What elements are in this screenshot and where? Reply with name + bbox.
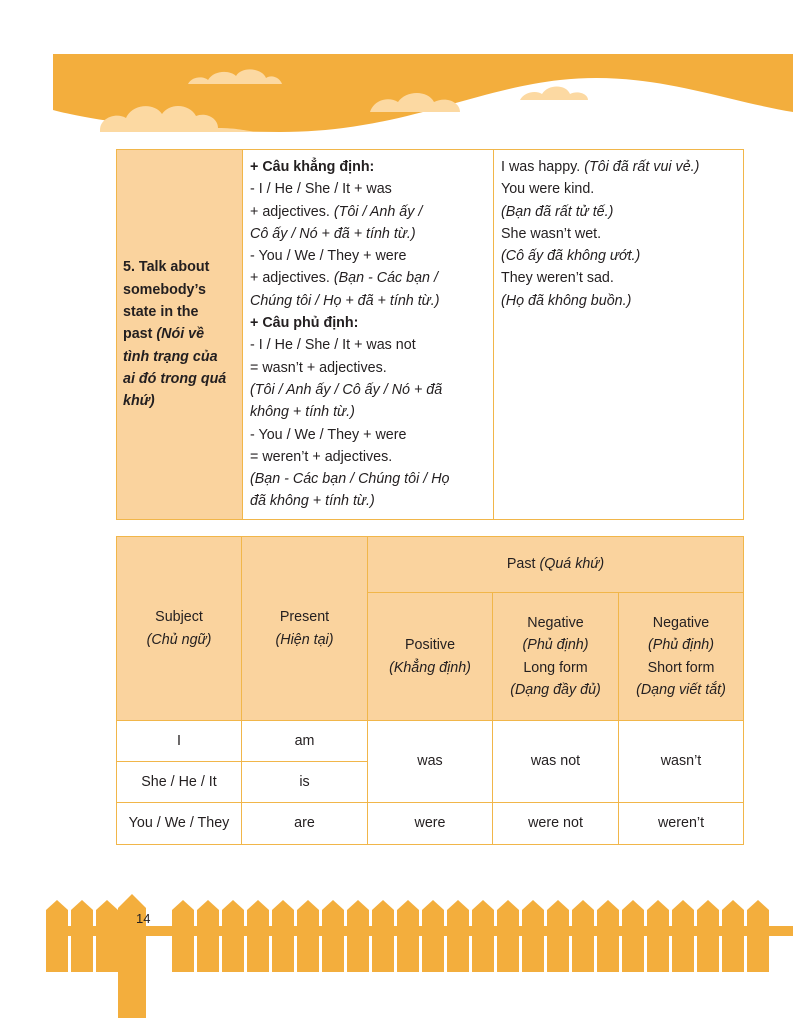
rule-translation: (Tôi / Anh ấy / bbox=[333, 203, 423, 220]
negative-long-header bbox=[493, 593, 619, 721]
category-line bbox=[123, 368, 236, 390]
negative-short-label: Negative bbox=[652, 614, 710, 631]
examples-cell bbox=[494, 150, 744, 520]
negative-long-translation: (Phủ định) bbox=[522, 637, 589, 654]
past-header bbox=[368, 537, 744, 593]
rule-text: - You / We / They + were bbox=[250, 426, 407, 443]
fence-picket bbox=[722, 900, 744, 972]
rule-translation: (Bạn - Các bạn / Chúng tôi / Họ bbox=[250, 471, 450, 488]
fence-picket bbox=[697, 900, 719, 972]
category-cell bbox=[117, 150, 243, 520]
subject-header-translation: (Chủ ngữ) bbox=[146, 631, 212, 648]
fence-picket bbox=[747, 900, 769, 972]
negative-long-form-translation: (Dạng đầy đủ) bbox=[510, 681, 601, 698]
rule-text: = wasn’t + adjectives. bbox=[250, 359, 387, 376]
subject-cell: She / He / It bbox=[117, 762, 242, 803]
past-negative-short-cell: wasn’t bbox=[619, 721, 744, 803]
past-header-label: Past bbox=[506, 556, 540, 573]
rule-line bbox=[250, 156, 487, 178]
negative-short-form-translation: (Dạng viết tắt) bbox=[636, 681, 726, 698]
fence-picket bbox=[472, 900, 494, 972]
rule-line bbox=[250, 201, 487, 223]
category-line bbox=[123, 256, 236, 278]
past-negative-long-cell: was not bbox=[493, 721, 619, 803]
fence-picket bbox=[297, 900, 319, 972]
rules-text bbox=[250, 156, 487, 513]
rule-heading: + Câu phủ định: bbox=[250, 315, 359, 332]
rule-translation: (Bạn - Các bạn / bbox=[333, 270, 438, 287]
example-translation: (Họ đã không buồn.) bbox=[501, 292, 632, 309]
category-translation: ai đó trong quá bbox=[123, 370, 227, 387]
fence-picket bbox=[46, 900, 68, 972]
rule-line bbox=[250, 490, 487, 512]
fence-picket bbox=[447, 900, 469, 972]
rule-translation: không + tính từ.) bbox=[250, 404, 355, 421]
present-cell: am bbox=[242, 721, 368, 762]
example-line bbox=[501, 290, 737, 312]
table-row bbox=[117, 803, 744, 845]
fence-picket bbox=[247, 900, 269, 972]
example-translation: (Cô ấy đã không ướt.) bbox=[501, 248, 641, 265]
positive-header-translation: (Khẳng định) bbox=[389, 659, 471, 676]
example-text: She wasn’t wet. bbox=[501, 225, 602, 242]
fence-picket bbox=[522, 900, 544, 972]
category-line bbox=[123, 346, 236, 368]
rule-line bbox=[250, 312, 487, 334]
category-translation: tình trạng của bbox=[123, 348, 218, 365]
rule-line bbox=[250, 178, 487, 200]
fence-picket bbox=[347, 900, 369, 972]
rule-line bbox=[250, 424, 487, 446]
category-text: 5. Talk about bbox=[123, 259, 210, 276]
category-line bbox=[123, 279, 236, 301]
example-translation: (Tôi đã rất vui vẻ.) bbox=[584, 159, 700, 175]
rule-text: - You / We / They + were bbox=[250, 248, 407, 265]
past-header-translation: (Quá khứ) bbox=[539, 556, 605, 573]
rule-translation: đã không + tính từ.) bbox=[250, 493, 375, 510]
fence-picket bbox=[497, 900, 519, 972]
rule-line bbox=[250, 468, 487, 490]
negative-long-form: Long form bbox=[523, 659, 588, 676]
fence-picket bbox=[547, 900, 569, 972]
past-negative-long-cell: were not bbox=[493, 803, 619, 845]
positive-header-label: Positive bbox=[404, 637, 456, 654]
rule-translation: (Tôi / Anh ấy / Cô ấy / Nó + đã bbox=[250, 381, 443, 398]
example-line bbox=[501, 156, 737, 178]
rule-translation: Cô ấy / Nó + đã + tính từ.) bbox=[250, 225, 416, 242]
grammar-table bbox=[116, 149, 744, 520]
subject-header-label: Subject bbox=[155, 609, 203, 626]
rule-text: - I / He / She / It + was not bbox=[250, 337, 416, 354]
grammar-row bbox=[117, 150, 744, 520]
example-line bbox=[501, 245, 737, 267]
rule-text: + adjectives. bbox=[250, 270, 334, 287]
negative-short-form: Short form bbox=[647, 659, 715, 676]
fence-picket bbox=[197, 900, 219, 972]
present-header-label: Present bbox=[279, 609, 330, 626]
subject-cell: I bbox=[117, 721, 242, 762]
category-line bbox=[123, 323, 236, 345]
rules-cell bbox=[243, 150, 494, 520]
rule-line bbox=[250, 334, 487, 356]
rule-line bbox=[250, 267, 487, 289]
example-text: I was happy. bbox=[501, 159, 585, 175]
header-wave-illustration bbox=[0, 0, 793, 150]
rule-line bbox=[250, 290, 487, 312]
present-cell: is bbox=[242, 762, 368, 803]
fence-picket bbox=[422, 900, 444, 972]
rule-text: + adjectives. bbox=[250, 203, 334, 220]
rule-heading: + Câu khẳng định: bbox=[250, 159, 375, 175]
verb-be-table bbox=[116, 536, 744, 845]
present-header-translation: (Hiện tại) bbox=[275, 631, 334, 648]
example-text: They weren’t sad. bbox=[501, 270, 614, 287]
subject-header bbox=[117, 537, 242, 721]
fence-picket bbox=[322, 900, 344, 972]
fence-picket bbox=[572, 900, 594, 972]
fence-picket bbox=[372, 900, 394, 972]
fence-picket bbox=[397, 900, 419, 972]
table-row bbox=[117, 721, 744, 762]
fence-picket bbox=[71, 900, 93, 972]
present-header bbox=[242, 537, 368, 721]
past-positive-cell: was bbox=[368, 721, 493, 803]
example-line bbox=[501, 201, 737, 223]
subject-cell: You / We / They bbox=[117, 803, 242, 845]
fence-picket bbox=[622, 900, 644, 972]
rule-line bbox=[250, 223, 487, 245]
fence-picket bbox=[222, 900, 244, 972]
rule-line bbox=[250, 379, 487, 401]
rule-line bbox=[250, 446, 487, 468]
rule-translation: Chúng tôi / Họ + đã + tính từ.) bbox=[250, 292, 440, 309]
present-cell: are bbox=[242, 803, 368, 845]
rule-text: - I / He / She / It + was bbox=[250, 181, 392, 198]
fence-picket bbox=[96, 900, 118, 972]
rule-line bbox=[250, 401, 487, 423]
example-translation: (Bạn đã rất tử tế.) bbox=[501, 203, 614, 220]
negative-short-translation: (Phủ định) bbox=[648, 637, 714, 654]
category-translation: khứ) bbox=[123, 393, 155, 410]
category-translation: (Nói về bbox=[156, 326, 205, 343]
past-positive-cell: were bbox=[368, 803, 493, 845]
category-text: somebody’s bbox=[123, 281, 206, 298]
page-number: 14 bbox=[136, 911, 151, 926]
category-line bbox=[123, 390, 236, 412]
example-line bbox=[501, 267, 737, 289]
fence-picket bbox=[672, 900, 694, 972]
fence-picket bbox=[172, 900, 194, 972]
category-text: past bbox=[123, 326, 157, 343]
example-line bbox=[501, 178, 737, 200]
example-line bbox=[501, 223, 737, 245]
fence-picket bbox=[647, 900, 669, 972]
rule-line bbox=[250, 245, 487, 267]
example-text: You were kind. bbox=[501, 181, 595, 198]
fence-picket bbox=[272, 900, 294, 972]
negative-long-label: Negative bbox=[527, 614, 584, 631]
examples-text bbox=[501, 156, 737, 312]
negative-short-header bbox=[619, 593, 744, 721]
fence-illustration bbox=[0, 890, 793, 1024]
category-line bbox=[123, 301, 236, 323]
past-negative-short-cell: weren’t bbox=[619, 803, 744, 845]
positive-header bbox=[368, 593, 493, 721]
rule-text: = weren’t + adjectives. bbox=[250, 448, 393, 465]
rule-line bbox=[250, 357, 487, 379]
fence-picket bbox=[597, 900, 619, 972]
category-text: state in the bbox=[123, 303, 199, 320]
category-label bbox=[123, 256, 236, 412]
